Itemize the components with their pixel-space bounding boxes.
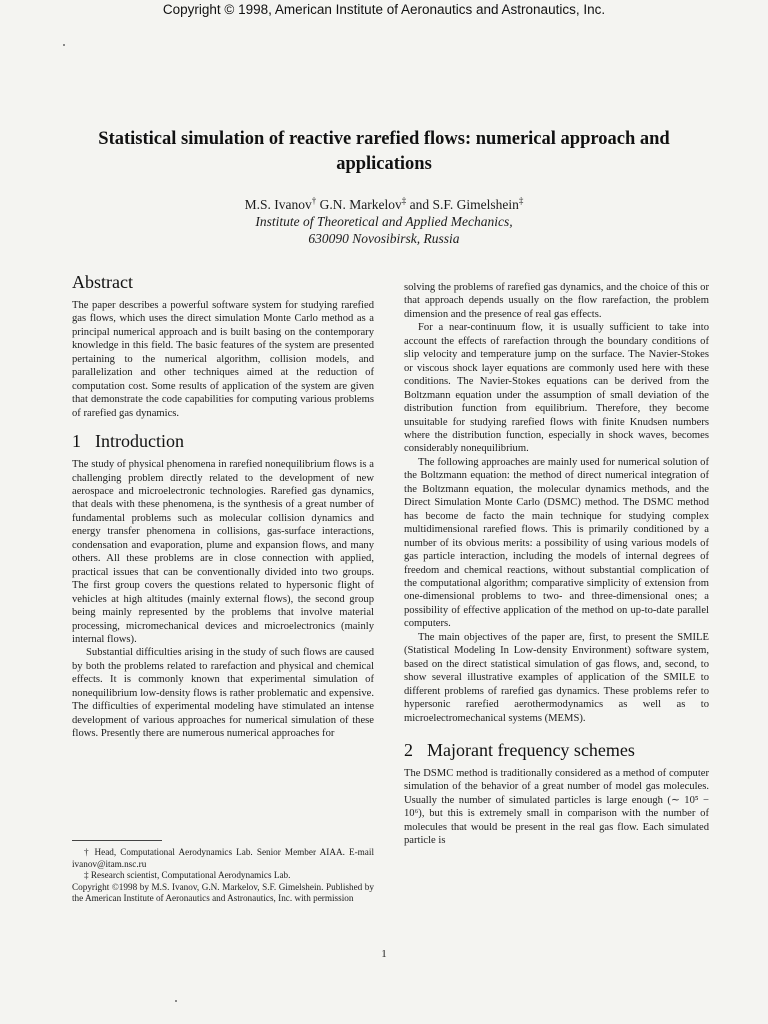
section-1-heading bbox=[72, 430, 374, 452]
abstract-text: The paper describes a powerful software system for studying rarefied gas flows, which uses the direct simulation Monte Carlo method as a principal numerical approach and is built basing on the contemporary knowledge in this field. The basic features of the system are presented pertaining to the numerical algorithm, collision models, and parallelization and other techniques aimed at the reduction of computation cost. Some results of application of the system are given that demonstrate the code capabilities for computing various problems of rarefied gas dynamics. bbox=[72, 300, 374, 419]
intro-paragraph-2: Substantial difficulties arising in the study of such flows are caused by both the problems related to rarefaction and physical and chemical effects. It is commonly known that experimental simulation of nonequilibrium low-density flows is rather problematic and expensive. The difficulties of experimental modeling have stimulated an intense development of various approaches for numerical simulation of these flows. Presently there are numerous numerical approaches for bbox=[72, 647, 374, 740]
section-2-number: 2 bbox=[404, 739, 413, 760]
author-2-mark: ‡ bbox=[401, 195, 407, 205]
section-1-number: 1 bbox=[72, 431, 81, 452]
footnote-rule bbox=[72, 840, 162, 841]
affiliation-line-2: 630090 Novosibirsk, Russia bbox=[308, 230, 460, 246]
author-3-mark: ‡ bbox=[518, 195, 524, 205]
author-names bbox=[245, 197, 524, 212]
intro-paragraph-6: The main objectives of the paper are, first, to present the SMILE (Statistical Modeling In Low-density Environment) software system, based on the direct statistical simulation of gas flows, and, second, to show several illustrative examples of application of the SMILE to different problems of rarefied gas dynamics. These problems refer to hypersonic rarefied aerothermodynamics as well as to microelectromechanical systems (MEMS). bbox=[404, 631, 709, 724]
footnote-1: † Head, Computational Aerodynamics Lab. Senior Member AIAA. E-mail ivanov@itam.nsc.ru bbox=[72, 847, 374, 869]
section-2-paragraph-1: The DSMC method is traditionally considered as a method of computer simulation of the behavior of a great number of model gas molecules. Usually the number of simulated particles is large enough (∼ 10⁵ − 10⁶), but this is extremely small in comparison with the number of molecules that would be present in the real gas flow. Each simulated particle is bbox=[404, 767, 709, 847]
page-number: 1 bbox=[381, 948, 387, 960]
section-2-title: Majorant frequency schemes bbox=[427, 739, 635, 760]
footnote-2: ‡ Research scientist, Computational Aerodynamics Lab. bbox=[84, 870, 291, 881]
paper-title: Statistical simulation of reactive rarefied flows: numerical approach and applications bbox=[98, 129, 670, 174]
scan-speck bbox=[175, 1000, 177, 1002]
intro-paragraph-3: solving the problems of rarefied gas dynamics, and the choice of this or that approach depends usually on the flow rarefaction, the problem dimension and the presence of real gas effects. bbox=[404, 282, 709, 320]
scan-speck bbox=[63, 44, 65, 46]
abstract-heading: Abstract bbox=[72, 272, 133, 292]
section-1-title: Introduction bbox=[95, 431, 184, 452]
author-1-mark: † bbox=[311, 195, 317, 205]
footnote-copyright: Copyright ©1998 by M.S. Ivanov, G.N. Markelov, S.F. Gimelshein. Published by the American Institute of Aeronautics and Astronautics, Inc. with permission bbox=[72, 881, 374, 904]
author-2: G.N. Markelov bbox=[319, 196, 402, 212]
copyright-header: Copyright © 1998, American Institute of Aeronautics and Astronautics, Inc. bbox=[162, 2, 606, 17]
author-1: M.S. Ivanov bbox=[244, 196, 312, 212]
author-3: and S.F. Gimelshein bbox=[409, 196, 519, 212]
right-column bbox=[404, 281, 709, 848]
affiliation-line-1: Institute of Theoretical and Applied Mechanics, bbox=[255, 213, 513, 229]
left-column bbox=[72, 271, 374, 741]
author-block bbox=[0, 192, 768, 247]
intro-paragraph-5: The following approaches are mainly used for numerical solution of the Boltzmann equation: the method of direct numerical integration of the Boltzmann equation, the molecular dynamics methods, and the Direct Simulation Monte Carlo (DSMC) method. The DSMC method has become de facto the main technique for studying complex multidimensional rarefied flows. This is primarily conditioned by a number of its obvious merits: a possibility of using various models of gas particle interaction, including the models of internal degrees of freedom and chemical reactions, without substantial complication of the computational algorithm; comparative simplicity of extension from one-dimensional problems to two- and three-dimensional ones; a possibility of effective application of the method on up-to-date parallel computers. bbox=[404, 456, 709, 630]
intro-paragraph-4: For a near-continuum flow, it is usually sufficient to take into account the effects of rarefaction through the boundary conditions of slip velocity and temperature jump on the surface. The Navier-Stokes or viscous shock layer equations are commonly used here with these conditions. The Navier-Stokes equations can be derived from the Boltzmann equation under the assumption of small deviation of the distribution function from equilibrium. Therefore, they become unsuitable for studying rarefied flows with finite Knudsen numbers where the distribution function, especially in shock waves, becomes considerably nonequilibrium. bbox=[404, 322, 709, 455]
footnotes bbox=[72, 840, 374, 905]
intro-paragraph-1: The study of physical phenomena in rarefied nonequilibrium flows is a challenging problem directly related to the development of new aerospace and microelectronic technologies. Rarefied gas dynamics, that deals with these phenomena, is the synthesis of a great number of fundamental problems such as molecular collision dynamics and energy transfer phenomena in collisions, gas-surface interactions, condensation and evaporation, plume and expansion flows, and many others. All these problems are in close connection with applied, practical issues that can be conventionally divided into two groups. The first group covers the questions related to hypersonic flight of vehicles at high altitudes (mainly external flows), the second group being mainly represented by the problems that involve material processing, micromechanical devices and microelectronics (mainly internal flows). bbox=[72, 459, 374, 645]
section-2-heading bbox=[404, 739, 709, 761]
